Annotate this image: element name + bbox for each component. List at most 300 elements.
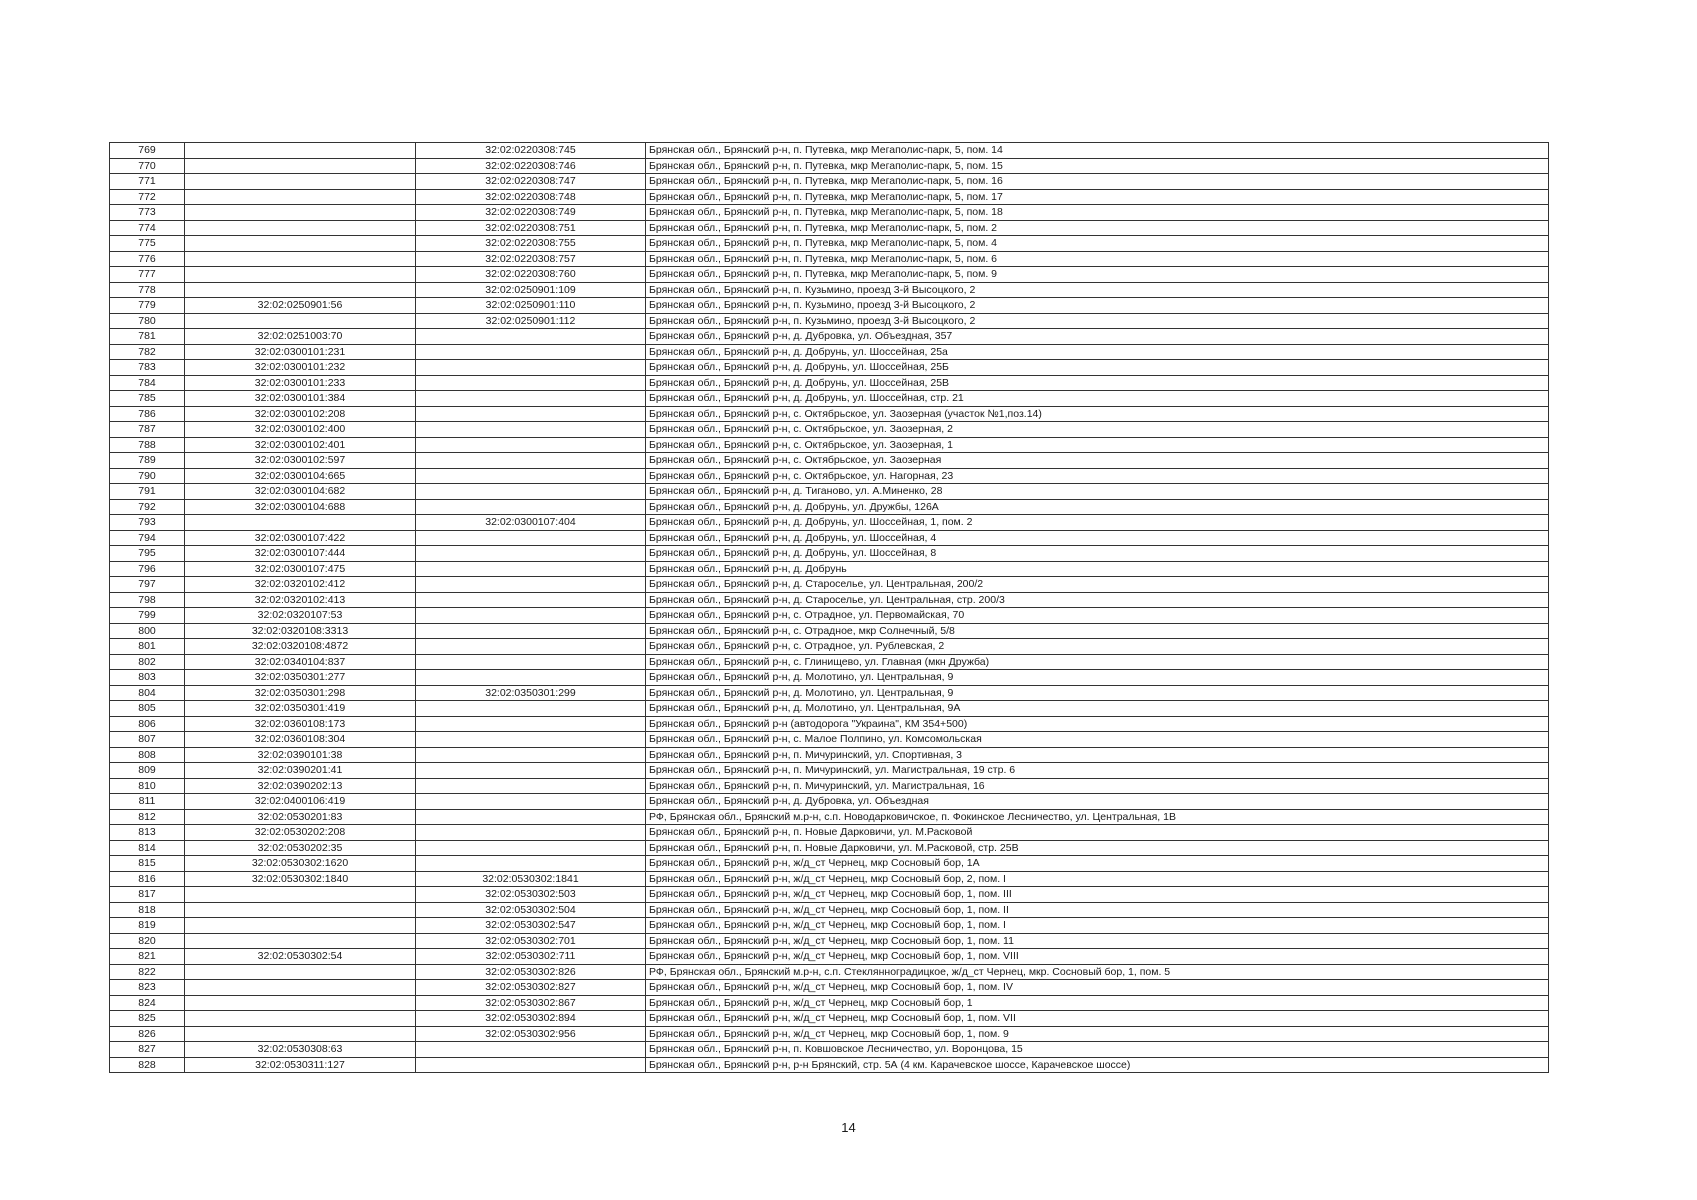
cadastral-number-cell: 32:02:0320108:4872: [185, 639, 416, 655]
table-row: [110, 267, 1549, 283]
table-row: [110, 220, 1549, 236]
address-cell: Брянская обл., Брянский р-н, д. Молотино, ул. Центральная, 9: [646, 685, 1549, 701]
table-row: [110, 375, 1549, 391]
table-row: [110, 174, 1549, 190]
address-cell: Брянская обл., Брянский р-н, д. Староселье, ул. Центральная, стр. 200/3: [646, 592, 1549, 608]
row-number-cell: 788: [110, 437, 185, 453]
table-row: [110, 1026, 1549, 1042]
row-number-cell: 805: [110, 701, 185, 717]
address-cell: Брянская обл., Брянский р-н, п. Мичуринский, ул. Магистральная, 19 стр. 6: [646, 763, 1549, 779]
premises-cadastral-number-cell: [416, 639, 646, 655]
cadastral-number-cell: 32:02:0300107:422: [185, 530, 416, 546]
cadastral-number-cell: 32:02:0390101:38: [185, 747, 416, 763]
row-number-cell: 804: [110, 685, 185, 701]
address-cell: РФ, Брянская обл., Брянский м.р-н, с.п. Новодарковичское, п. Фокинское Лесничество, ул. Центральная, 1В: [646, 809, 1549, 825]
table-row: [110, 840, 1549, 856]
table-row: [110, 980, 1549, 996]
table-row: [110, 1057, 1549, 1073]
cadastral-number-cell: 32:02:0530201:83: [185, 809, 416, 825]
row-number-cell: 796: [110, 561, 185, 577]
address-cell: Брянская обл., Брянский р-н, д. Молотино, ул. Центральная, 9: [646, 670, 1549, 686]
premises-cadastral-number-cell: 32:02:0220308:746: [416, 158, 646, 174]
cadastral-number-cell: [185, 174, 416, 190]
address-cell: РФ, Брянская обл., Брянский м.р-н, с.п. Стеклянноградицкое, ж/д_ст Чернец, мкр. Сосновый бор, 1, пом. 5: [646, 964, 1549, 980]
address-cell: Брянская обл., Брянский р-н, п. Путевка, мкр Мегаполис-парк, 5, пом. 9: [646, 267, 1549, 283]
premises-cadastral-number-cell: [416, 778, 646, 794]
cadastral-number-cell: 32:02:0300102:597: [185, 453, 416, 469]
table-row: [110, 716, 1549, 732]
table-row: [110, 964, 1549, 980]
address-cell: Брянская обл., Брянский р-н, п. Кузьмино, проезд 3-й Высоцкого, 2: [646, 298, 1549, 314]
table-row: [110, 422, 1549, 438]
row-number-cell: 795: [110, 546, 185, 562]
table-row: [110, 1042, 1549, 1058]
cadastral-number-cell: [185, 158, 416, 174]
row-number-cell: 799: [110, 608, 185, 624]
table-row: [110, 701, 1549, 717]
premises-cadastral-number-cell: [416, 623, 646, 639]
table-row: [110, 577, 1549, 593]
row-number-cell: 776: [110, 251, 185, 267]
row-number-cell: 774: [110, 220, 185, 236]
row-number-cell: 806: [110, 716, 185, 732]
cadastral-number-cell: [185, 205, 416, 221]
row-number-cell: 821: [110, 949, 185, 965]
premises-cadastral-number-cell: 32:02:0530302:503: [416, 887, 646, 903]
premises-cadastral-number-cell: 32:02:0530302:711: [416, 949, 646, 965]
address-cell: Брянская обл., Брянский р-н, с. Октябрьское, ул. Заозерная (участок №1,поз.14): [646, 406, 1549, 422]
row-number-cell: 784: [110, 375, 185, 391]
cadastral-number-cell: [185, 964, 416, 980]
address-cell: Брянская обл., Брянский р-н, д. Дубровка, ул. Объездная, 357: [646, 329, 1549, 345]
table-row: [110, 856, 1549, 872]
cadastral-number-cell: [185, 887, 416, 903]
cadastral-number-cell: 32:02:0300104:688: [185, 499, 416, 515]
table-body: [110, 143, 1549, 1073]
cadastral-number-cell: [185, 143, 416, 159]
address-cell: Брянская обл., Брянский р-н, с. Малое Полпино, ул. Комсомольская: [646, 732, 1549, 748]
cadastral-number-cell: 32:02:0400106:419: [185, 794, 416, 810]
address-cell: Брянская обл., Брянский р-н, д. Тиганово, ул. А.Миненко, 28: [646, 484, 1549, 500]
row-number-cell: 783: [110, 360, 185, 376]
table-row: [110, 298, 1549, 314]
table-row: [110, 949, 1549, 965]
premises-cadastral-number-cell: 32:02:0530302:867: [416, 995, 646, 1011]
address-cell: Брянская обл., Брянский р-н, с. Октябрьское, ул. Нагорная, 23: [646, 468, 1549, 484]
address-cell: Брянская обл., Брянский р-н, ж/д_ст Чернец, мкр Сосновый бор, 1А: [646, 856, 1549, 872]
table-row: [110, 608, 1549, 624]
table-row: [110, 887, 1549, 903]
premises-cadastral-number-cell: [416, 422, 646, 438]
table-row: [110, 484, 1549, 500]
address-cell: Брянская обл., Брянский р-н, п. Путевка, мкр Мегаполис-парк, 5, пом. 4: [646, 236, 1549, 252]
premises-cadastral-number-cell: [416, 437, 646, 453]
address-cell: Брянская обл., Брянский р-н, с. Октябрьское, ул. Заозерная, 1: [646, 437, 1549, 453]
table-row: [110, 236, 1549, 252]
row-number-cell: 825: [110, 1011, 185, 1027]
cadastral-number-cell: 32:02:0390202:13: [185, 778, 416, 794]
address-cell: Брянская обл., Брянский р-н, д. Добрунь, ул. Шоссейная, 1, пом. 2: [646, 515, 1549, 531]
premises-cadastral-number-cell: [416, 1042, 646, 1058]
row-number-cell: 789: [110, 453, 185, 469]
cadastral-number-cell: 32:02:0300107:475: [185, 561, 416, 577]
table-row: [110, 794, 1549, 810]
table-row: [110, 205, 1549, 221]
premises-cadastral-number-cell: 32:02:0250901:109: [416, 282, 646, 298]
cadastral-number-cell: 32:02:0320102:413: [185, 592, 416, 608]
table-row: [110, 778, 1549, 794]
premises-cadastral-number-cell: [416, 794, 646, 810]
address-cell: Брянская обл., Брянский р-н, ж/д_ст Чернец, мкр Сосновый бор, 1, пом. 9: [646, 1026, 1549, 1042]
table-row: [110, 763, 1549, 779]
table-row: [110, 933, 1549, 949]
row-number-cell: 803: [110, 670, 185, 686]
address-cell: Брянская обл., Брянский р-н, с. Отрадное, мкр Солнечный, 5/8: [646, 623, 1549, 639]
premises-cadastral-number-cell: [416, 592, 646, 608]
table-row: [110, 1011, 1549, 1027]
address-cell: Брянская обл., Брянский р-н, с. Отрадное, ул. Рублевская, 2: [646, 639, 1549, 655]
table-row: [110, 313, 1549, 329]
address-cell: Брянская обл., Брянский р-н, ж/д_ст Чернец, мкр Сосновый бор, 2, пом. I: [646, 871, 1549, 887]
premises-cadastral-number-cell: 32:02:0530302:504: [416, 902, 646, 918]
premises-cadastral-number-cell: [416, 701, 646, 717]
table-row: [110, 685, 1549, 701]
table-row: [110, 995, 1549, 1011]
cadastral-number-cell: 32:02:0390201:41: [185, 763, 416, 779]
premises-cadastral-number-cell: [416, 530, 646, 546]
table-row: [110, 732, 1549, 748]
address-cell: Брянская обл., Брянский р-н, д. Дубровка, ул. Объездная: [646, 794, 1549, 810]
cadastral-number-cell: 32:02:0250901:56: [185, 298, 416, 314]
table-row: [110, 546, 1549, 562]
row-number-cell: 812: [110, 809, 185, 825]
premises-cadastral-number-cell: 32:02:0220308:747: [416, 174, 646, 190]
premises-cadastral-number-cell: [416, 856, 646, 872]
cadastral-number-cell: 32:02:0300101:233: [185, 375, 416, 391]
address-cell: Брянская обл., Брянский р-н, ж/д_ст Чернец, мкр Сосновый бор, 1, пом. IV: [646, 980, 1549, 996]
row-number-cell: 798: [110, 592, 185, 608]
row-number-cell: 828: [110, 1057, 185, 1073]
table-row: [110, 561, 1549, 577]
row-number-cell: 775: [110, 236, 185, 252]
row-number-cell: 771: [110, 174, 185, 190]
address-cell: Брянская обл., Брянский р-н, р-н Брянский, стр. 5А (4 км. Карачевское шоссе, Карачевское шоссе): [646, 1057, 1549, 1073]
premises-cadastral-number-cell: 32:02:0350301:299: [416, 685, 646, 701]
row-number-cell: 807: [110, 732, 185, 748]
cadastral-number-cell: 32:02:0320108:3313: [185, 623, 416, 639]
address-cell: Брянская обл., Брянский р-н (автодорога "Украина", КМ 354+500): [646, 716, 1549, 732]
row-number-cell: 817: [110, 887, 185, 903]
address-cell: Брянская обл., Брянский р-н, ж/д_ст Чернец, мкр Сосновый бор, 1, пом. II: [646, 902, 1549, 918]
row-number-cell: 797: [110, 577, 185, 593]
table-row: [110, 670, 1549, 686]
premises-cadastral-number-cell: [416, 840, 646, 856]
premises-cadastral-number-cell: [416, 654, 646, 670]
cadastral-number-cell: 32:02:0530302:1620: [185, 856, 416, 872]
table-row: [110, 158, 1549, 174]
table-row: [110, 530, 1549, 546]
cadastral-number-cell: 32:02:0300102:208: [185, 406, 416, 422]
table-row: [110, 654, 1549, 670]
row-number-cell: 778: [110, 282, 185, 298]
cadastral-number-cell: 32:02:0530202:208: [185, 825, 416, 841]
row-number-cell: 777: [110, 267, 185, 283]
row-number-cell: 809: [110, 763, 185, 779]
address-cell: Брянская обл., Брянский р-н, д. Добрунь, ул. Шоссейная, стр. 21: [646, 391, 1549, 407]
row-number-cell: 791: [110, 484, 185, 500]
cadastral-number-cell: 32:02:0350301:277: [185, 670, 416, 686]
row-number-cell: 827: [110, 1042, 185, 1058]
row-number-cell: 801: [110, 639, 185, 655]
address-cell: Брянская обл., Брянский р-н, д. Добрунь, ул. Шоссейная, 25В: [646, 375, 1549, 391]
address-cell: Брянская обл., Брянский р-н, п. Путевка, мкр Мегаполис-парк, 5, пом. 17: [646, 189, 1549, 205]
cadastral-number-cell: [185, 282, 416, 298]
row-number-cell: 781: [110, 329, 185, 345]
cadastral-number-cell: 32:02:0530308:63: [185, 1042, 416, 1058]
table-row: [110, 747, 1549, 763]
table-row: [110, 282, 1549, 298]
property-table: [109, 142, 1549, 1073]
cadastral-number-cell: [185, 980, 416, 996]
table-row: [110, 360, 1549, 376]
cadastral-number-cell: 32:02:0300101:384: [185, 391, 416, 407]
row-number-cell: 815: [110, 856, 185, 872]
premises-cadastral-number-cell: 32:02:0220308:751: [416, 220, 646, 236]
row-number-cell: 819: [110, 918, 185, 934]
address-cell: Брянская обл., Брянский р-н, п. Кузьмино, проезд 3-й Высоцкого, 2: [646, 313, 1549, 329]
premises-cadastral-number-cell: 32:02:0220308:760: [416, 267, 646, 283]
premises-cadastral-number-cell: 32:02:0530302:894: [416, 1011, 646, 1027]
premises-cadastral-number-cell: 32:02:0530302:547: [416, 918, 646, 934]
row-number-cell: 814: [110, 840, 185, 856]
premises-cadastral-number-cell: [416, 546, 646, 562]
premises-cadastral-number-cell: 32:02:0220308:757: [416, 251, 646, 267]
premises-cadastral-number-cell: [416, 499, 646, 515]
cadastral-number-cell: 32:02:0300107:444: [185, 546, 416, 562]
table-row: [110, 515, 1549, 531]
premises-cadastral-number-cell: 32:02:0220308:749: [416, 205, 646, 221]
premises-cadastral-number-cell: [416, 825, 646, 841]
row-number-cell: 787: [110, 422, 185, 438]
address-cell: Брянская обл., Брянский р-н, с. Глинищево, ул. Главная (мкн Дружба): [646, 654, 1549, 670]
row-number-cell: 793: [110, 515, 185, 531]
table-row: [110, 499, 1549, 515]
cadastral-number-cell: 32:02:0300104:665: [185, 468, 416, 484]
row-number-cell: 824: [110, 995, 185, 1011]
premises-cadastral-number-cell: [416, 732, 646, 748]
table-row: [110, 825, 1549, 841]
address-cell: Брянская обл., Брянский р-н, с. Октябрьское, ул. Заозерная: [646, 453, 1549, 469]
cadastral-number-cell: [185, 313, 416, 329]
address-cell: Брянская обл., Брянский р-н, ж/д_ст Чернец, мкр Сосновый бор, 1: [646, 995, 1549, 1011]
premises-cadastral-number-cell: [416, 391, 646, 407]
address-cell: Брянская обл., Брянский р-н, с. Октябрьское, ул. Заозерная, 2: [646, 422, 1549, 438]
address-cell: Брянская обл., Брянский р-н, д. Добрунь, ул. Шоссейная, 25а: [646, 344, 1549, 360]
row-number-cell: 779: [110, 298, 185, 314]
cadastral-number-cell: [185, 236, 416, 252]
table-row: [110, 453, 1549, 469]
premises-cadastral-number-cell: [416, 406, 646, 422]
premises-cadastral-number-cell: 32:02:0530302:956: [416, 1026, 646, 1042]
address-cell: Брянская обл., Брянский р-н, д. Староселье, ул. Центральная, 200/2: [646, 577, 1549, 593]
row-number-cell: 811: [110, 794, 185, 810]
premises-cadastral-number-cell: [416, 344, 646, 360]
address-cell: Брянская обл., Брянский р-н, п. Кузьмино, проезд 3-й Высоцкого, 2: [646, 282, 1549, 298]
page-number: 14: [841, 1120, 856, 1135]
premises-cadastral-number-cell: 32:02:0220308:745: [416, 143, 646, 159]
cadastral-number-cell: 32:02:0300101:232: [185, 360, 416, 376]
premises-cadastral-number-cell: [416, 453, 646, 469]
premises-cadastral-number-cell: 32:02:0530302:827: [416, 980, 646, 996]
row-number-cell: 794: [110, 530, 185, 546]
cadastral-number-cell: 32:02:0320102:412: [185, 577, 416, 593]
table-row: [110, 918, 1549, 934]
premises-cadastral-number-cell: 32:02:0530302:826: [416, 964, 646, 980]
cadastral-number-cell: [185, 251, 416, 267]
table-row: [110, 406, 1549, 422]
cadastral-number-cell: 32:02:0251003:70: [185, 329, 416, 345]
row-number-cell: 792: [110, 499, 185, 515]
cadastral-number-cell: 32:02:0340104:837: [185, 654, 416, 670]
row-number-cell: 813: [110, 825, 185, 841]
row-number-cell: 770: [110, 158, 185, 174]
cadastral-number-cell: 32:02:0530202:35: [185, 840, 416, 856]
premises-cadastral-number-cell: [416, 747, 646, 763]
table-row: [110, 391, 1549, 407]
table-row: [110, 344, 1549, 360]
row-number-cell: 786: [110, 406, 185, 422]
address-cell: Брянская обл., Брянский р-н, д. Добрунь, ул. Шоссейная, 4: [646, 530, 1549, 546]
premises-cadastral-number-cell: [416, 484, 646, 500]
row-number-cell: 826: [110, 1026, 185, 1042]
cadastral-number-cell: [185, 902, 416, 918]
premises-cadastral-number-cell: [416, 1057, 646, 1073]
address-cell: Брянская обл., Брянский р-н, д. Молотино, ул. Центральная, 9А: [646, 701, 1549, 717]
row-number-cell: 810: [110, 778, 185, 794]
table-row: [110, 329, 1549, 345]
cadastral-number-cell: 32:02:0360108:173: [185, 716, 416, 732]
address-cell: Брянская обл., Брянский р-н, д. Добрунь, ул. Шоссейная, 8: [646, 546, 1549, 562]
premises-cadastral-number-cell: [416, 608, 646, 624]
address-cell: Брянская обл., Брянский р-н, п. Путевка, мкр Мегаполис-парк, 5, пом. 14: [646, 143, 1549, 159]
premises-cadastral-number-cell: 32:02:0530302:1841: [416, 871, 646, 887]
premises-cadastral-number-cell: [416, 716, 646, 732]
address-cell: Брянская обл., Брянский р-н, п. Новые Дарковичи, ул. М.Расковой: [646, 825, 1549, 841]
table-row: [110, 143, 1549, 159]
address-cell: Брянская обл., Брянский р-н, п. Путевка, мкр Мегаполис-парк, 5, пом. 16: [646, 174, 1549, 190]
row-number-cell: 769: [110, 143, 185, 159]
cadastral-number-cell: 32:02:0320107:53: [185, 608, 416, 624]
table-row: [110, 639, 1549, 655]
cadastral-number-cell: 32:02:0530302:1840: [185, 871, 416, 887]
address-cell: Брянская обл., Брянский р-н, п. Ковшовское Лесничество, ул. Воронцова, 15: [646, 1042, 1549, 1058]
cadastral-number-cell: [185, 1026, 416, 1042]
cadastral-number-cell: 32:02:0300104:682: [185, 484, 416, 500]
row-number-cell: 802: [110, 654, 185, 670]
table-row: [110, 189, 1549, 205]
cadastral-number-cell: [185, 267, 416, 283]
premises-cadastral-number-cell: [416, 763, 646, 779]
address-cell: Брянская обл., Брянский р-н, с. Отрадное, ул. Первомайская, 70: [646, 608, 1549, 624]
row-number-cell: 773: [110, 205, 185, 221]
address-cell: Брянская обл., Брянский р-н, п. Путевка, мкр Мегаполис-парк, 5, пом. 15: [646, 158, 1549, 174]
premises-cadastral-number-cell: [416, 561, 646, 577]
address-cell: Брянская обл., Брянский р-н, ж/д_ст Чернец, мкр Сосновый бор, 1, пом. III: [646, 887, 1549, 903]
row-number-cell: 818: [110, 902, 185, 918]
cadastral-number-cell: 32:02:0530302:54: [185, 949, 416, 965]
premises-cadastral-number-cell: [416, 670, 646, 686]
row-number-cell: 790: [110, 468, 185, 484]
premises-cadastral-number-cell: 32:02:0220308:755: [416, 236, 646, 252]
address-cell: Брянская обл., Брянский р-н, п. Путевка, мкр Мегаполис-парк, 5, пом. 2: [646, 220, 1549, 236]
address-cell: Брянская обл., Брянский р-н, п. Новые Дарковичи, ул. М.Расковой, стр. 25В: [646, 840, 1549, 856]
row-number-cell: 822: [110, 964, 185, 980]
row-number-cell: 816: [110, 871, 185, 887]
cadastral-number-cell: [185, 515, 416, 531]
premises-cadastral-number-cell: 32:02:0300107:404: [416, 515, 646, 531]
cadastral-number-cell: [185, 933, 416, 949]
premises-cadastral-number-cell: 32:02:0250901:112: [416, 313, 646, 329]
cadastral-number-cell: [185, 918, 416, 934]
row-number-cell: 785: [110, 391, 185, 407]
premises-cadastral-number-cell: [416, 375, 646, 391]
cadastral-number-cell: [185, 995, 416, 1011]
row-number-cell: 782: [110, 344, 185, 360]
premises-cadastral-number-cell: 32:02:0250901:110: [416, 298, 646, 314]
address-cell: Брянская обл., Брянский р-н, ж/д_ст Чернец, мкр Сосновый бор, 1, пом. I: [646, 918, 1549, 934]
address-cell: Брянская обл., Брянский р-н, ж/д_ст Чернец, мкр Сосновый бор, 1, пом. 11: [646, 933, 1549, 949]
row-number-cell: 800: [110, 623, 185, 639]
premises-cadastral-number-cell: [416, 577, 646, 593]
address-cell: Брянская обл., Брянский р-н, д. Добрунь, ул. Дружбы, 126А: [646, 499, 1549, 515]
cadastral-number-cell: 32:02:0350301:298: [185, 685, 416, 701]
table-row: [110, 623, 1549, 639]
address-cell: Брянская обл., Брянский р-н, ж/д_ст Чернец, мкр Сосновый бор, 1, пом. VIII: [646, 949, 1549, 965]
cadastral-number-cell: 32:02:0360108:304: [185, 732, 416, 748]
row-number-cell: 772: [110, 189, 185, 205]
premises-cadastral-number-cell: [416, 809, 646, 825]
address-cell: Брянская обл., Брянский р-н, п. Мичуринский, ул. Спортивная, 3: [646, 747, 1549, 763]
cadastral-number-cell: 32:02:0530311:127: [185, 1057, 416, 1073]
table-row: [110, 437, 1549, 453]
cadastral-number-cell: 32:02:0350301:419: [185, 701, 416, 717]
premises-cadastral-number-cell: [416, 360, 646, 376]
address-cell: Брянская обл., Брянский р-н, д. Добрунь: [646, 561, 1549, 577]
cadastral-number-cell: [185, 1011, 416, 1027]
address-cell: Брянская обл., Брянский р-н, п. Путевка, мкр Мегаполис-парк, 5, пом. 6: [646, 251, 1549, 267]
premises-cadastral-number-cell: [416, 329, 646, 345]
address-cell: Брянская обл., Брянский р-н, ж/д_ст Чернец, мкр Сосновый бор, 1, пом. VII: [646, 1011, 1549, 1027]
row-number-cell: 823: [110, 980, 185, 996]
table-row: [110, 809, 1549, 825]
cadastral-number-cell: 32:02:0300102:401: [185, 437, 416, 453]
table-row: [110, 251, 1549, 267]
row-number-cell: 780: [110, 313, 185, 329]
address-cell: Брянская обл., Брянский р-н, п. Мичуринский, ул. Магистральная, 16: [646, 778, 1549, 794]
table-row: [110, 592, 1549, 608]
row-number-cell: 820: [110, 933, 185, 949]
row-number-cell: 808: [110, 747, 185, 763]
table-row: [110, 902, 1549, 918]
cadastral-number-cell: 32:02:0300102:400: [185, 422, 416, 438]
address-cell: Брянская обл., Брянский р-н, п. Путевка, мкр Мегаполис-парк, 5, пом. 18: [646, 205, 1549, 221]
premises-cadastral-number-cell: [416, 468, 646, 484]
cadastral-number-cell: [185, 189, 416, 205]
premises-cadastral-number-cell: 32:02:0530302:701: [416, 933, 646, 949]
address-cell: Брянская обл., Брянский р-н, д. Добрунь, ул. Шоссейная, 25Б: [646, 360, 1549, 376]
premises-cadastral-number-cell: 32:02:0220308:748: [416, 189, 646, 205]
table-row: [110, 468, 1549, 484]
